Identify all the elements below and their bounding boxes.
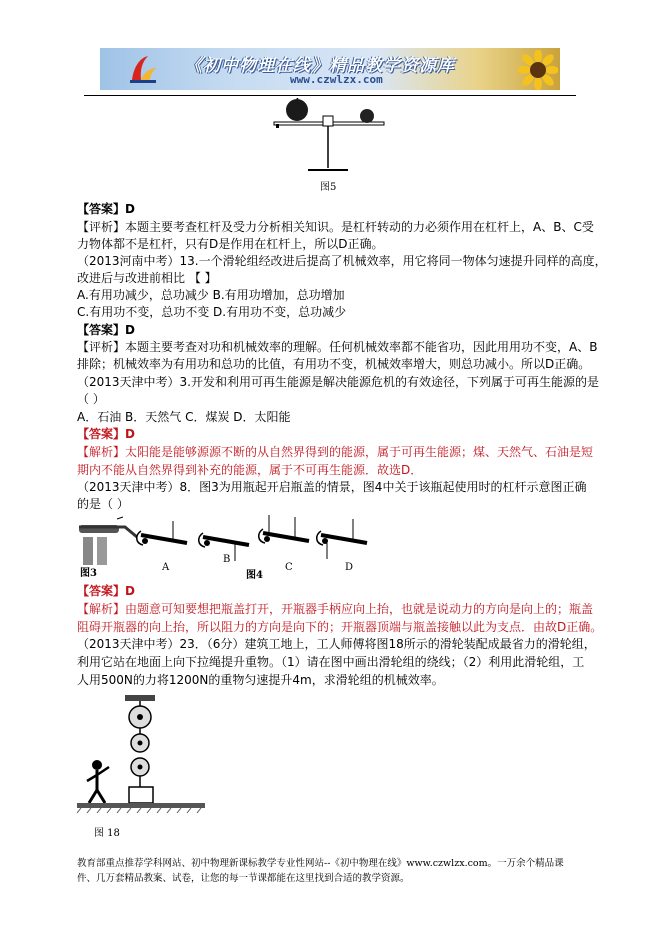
figure-3-4-bottle-opener [77,513,377,575]
page-footer [77,856,587,886]
site-logo-icon [128,54,158,84]
figure-4-option-d [317,519,367,559]
q2-analysis-line-2: 排除；机械效率为有用功和总功的比值，有用功不变，机械效率增大，则总功减小。所以D正确。 [77,357,591,371]
q1-answer: 【答案】D [77,202,135,216]
q2-options-line-1: A.有用功减少，总功减少 B.有用功增加，总功增加 [77,288,345,302]
footer-line-2: 件、几万套精品教案、试卷，让您的每一节课都能在这里找到合适的教学资源。 [77,873,410,884]
q5-stem-line-1: （2013天津中考）23．（6分）建筑工地上，工人师傅将图18所示的滑轮装配成最省力的滑轮组， [77,637,596,651]
figure-4-label-b: B [223,554,231,565]
footer-line-1: 教育部重点推荐学科网站、初中物理新课标教学专业性网站--《初中物理在线》www.czwlzx.com。一万余个精品课 [77,858,564,869]
sunflower-icon [518,50,558,90]
q3-stem-line-1: （2013天津中考）3.开发和利用可再生能源是解决能源危机的有效途径，下列属于可再生能源的是 [77,375,599,389]
q3-analysis-line-2: 期内不能从自然界得到补充的能源，属于不可再生能源．故选D． [77,463,423,477]
q4-analysis-line-2: 阻碍开瓶器的向上抬，所以阻力的方向是向下的；开瓶器顶端与瓶盖接触以此为支点．由故D正确。 [77,620,603,634]
q3-analysis-line-1: 【解析】太阳能是能够源源不断的从自然界得到的能源，属于可再生能源；煤、天然气、石油是短 [77,445,594,459]
q2-analysis-line-1: 【评析】本题主要考查对功和机械效率的理解。任何机械效率都不能省功，因此用用功不变，A、B [77,340,598,354]
figure-18-pulley [77,695,207,835]
q2-stem-line-1: （2013河南中考）13.一个滑轮组经改进后提高了机械效率，用它将同一物体匀速提升同样的高度， [77,254,607,268]
banner-url: www.czwlzx.com [290,73,383,86]
banner-title: 《初中物理在线》精品教学资源库 [185,56,455,76]
q5-stem-line-2: 利用它站在地面上向下拉绳提升重物。（1）请在图中画出滑轮组的绕线；（2）利用此滑轮组，工 [77,655,585,669]
figure-5-lever [270,98,390,188]
q2-stem-line-2: 改进后与改进前相比 【 】 [77,271,217,285]
figure-4-option-a [137,521,187,545]
q1-analysis-line-1: 【评析】本题主要考查杠杆及受力分析相关知识。是杠杆转动的力必须作用在杠杆上，A、B、C受 [77,220,594,234]
header-banner [100,48,560,90]
figure-4-option-c [259,515,309,543]
q4-stem-line-2: 的是（ ） [77,497,129,511]
q4-analysis-line-1: 【解析】由题意可知要想把瓶盖打开，开瓶器手柄应向上抬，也就是说动力的方向是向上的；瓶盖 [77,602,594,616]
q2-options-line-2: C.有用功不变，总功不变 D.有用功不变，总功减少 [77,305,347,319]
q5-stem-line-3: 人用500N的力将1200N的重物匀速提升4m，求滑轮组的机械效率。 [77,673,444,687]
q3-answer: 【答案】D [77,427,135,441]
q4-answer: 【答案】D [77,584,135,598]
figure-4-label-a: A [162,562,170,573]
figure-4-caption: 图4 [246,570,263,581]
figure-3-caption: 图3 [80,568,97,579]
figure-18-caption: 图 18 [94,828,120,839]
q3-stem-line-2: （ ） [77,392,105,406]
header-rule [84,95,576,96]
q4-stem-line-1: （2013天津中考）8．图3为用瓶起开启瓶盖的情景，图4中关于该瓶起使用时的杠杆示意图正确 [77,480,587,494]
q3-options: A．石油 B．天然气 C．煤炭 D．太阳能 [77,410,291,424]
q2-answer: 【答案】D [77,323,135,337]
figure-4-label-d: D [345,562,354,573]
figure-3-opener [79,517,137,565]
figure-5-caption: 图5 [320,182,337,193]
q1-analysis-line-2: 力物体都不是杠杆，只有D是作用在杠杆上，所以D正确。 [77,237,384,251]
figure-4-label-c: C [285,562,293,573]
